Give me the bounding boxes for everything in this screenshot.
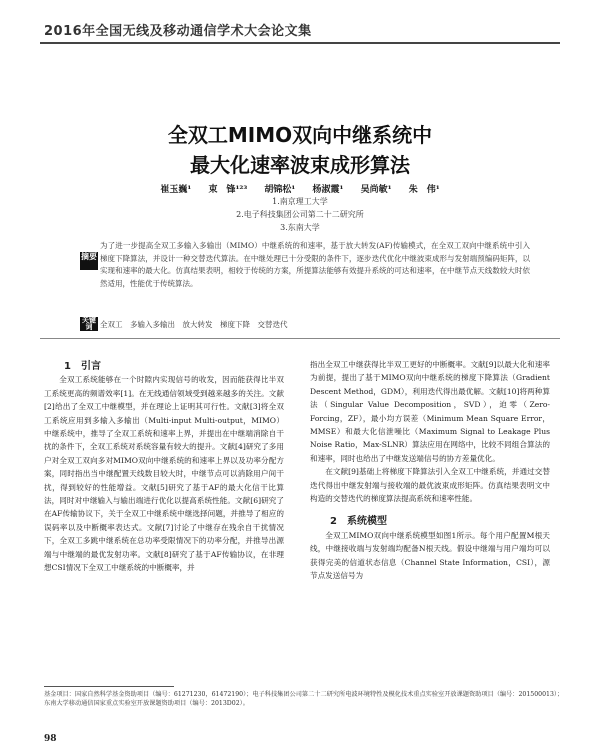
paper-title-line-2: 最大化速率波束成形算法 — [190, 153, 410, 177]
author: 胡锦松¹ — [264, 185, 296, 195]
author: 崔玉巍¹ — [160, 185, 192, 195]
running-head: 2016年全国无线及移动通信学术大会论文集 — [44, 24, 312, 39]
page-number: 98 — [44, 734, 57, 744]
affiliation: 1.南京理工大学 — [272, 197, 328, 206]
section-heading: 1 引言 — [64, 361, 101, 372]
author: 束 锋¹²³ — [208, 185, 248, 195]
author: 杨淑霞¹ — [312, 185, 344, 195]
author: 朱 伟¹ — [408, 185, 440, 195]
right-column — [310, 358, 550, 583]
body-paragraph: 全双工系统能够在一个时隙内实现信号的收发，因而能获得比半双工系统更高的频谱效率[1]。在无线通信领域受到越来越多的关注。文献[2]给出了全双工中继模型，并在理论上证明其可行性。文献[3]将全双工系统应用到多输入多输出（Multi-input Multi-output，MIMO）中继系统中，推导了全双工系统和速率上界，并提出在中继端消除自干扰的条件下，全双工系统对系统容量有较大的提升。文献[4]研究了多用户对全双工双向多对MIMO双向中继系统的和速率上界以及功率分配方案，同时指出当中继配置天线数目较大时，中继节点可以消除用户间干扰，得到较好的性能增益。文献[5]研究了基于AF的最大化信干比算法，同时对中继输入与输出端进行优化以提高系统性能。文献[6]研究了在AF传输协议下，关于全双工中继系统中继选择问题，并推导了相应的误码率以及中断概率表达式。文献[7]讨论了中继存在残余自干扰情况下，全双工多跳中继系统在总功率受限情况下的功率分配，并推导出源端与中继端的最优发射功率。文献[8]研究了基于AF传输协议，在非理想CSI情况下全双工中继系统的中断概率，并 — [44, 375, 284, 573]
body-paragraph: 在文献[9]基础上将梯度下降算法引入全双工中继系统，并通过交替迭代得出中继发射端与接收端的最优波束成形矩阵。仿真结果表明文中构造的交替迭代的梯度算法提高系统和速率性能。 — [310, 467, 550, 504]
left-column — [44, 360, 284, 575]
footnote-rule — [44, 686, 174, 687]
body-paragraph: 全双工MIMO双向中继系统模型如图1所示。每个用户配置M根天线，中继接收端与发射端均配备N根天线。假设中继端与用户端均可以获得完美的信道状态信息（Channel State Information，CSI），源节点发送信号为 — [310, 530, 550, 581]
keywords-text: 全双工 多输入多输出 放大转发 梯度下降 交替迭代 — [100, 320, 288, 329]
body-paragraph: 指出全双工中继获得比半双工更好的中断概率。文献[9]以最大化和速率为前提，提出了基于MIMO双向中继系统的梯度下降算法（Gradient Descent Method，GDM），利用迭代得出最优解。文献[10]将两种算法（Singular Value Decomposition，SVD），迫零（Zero-Forcing，ZF），最小均方误差（Minimum Mean Square Error，MMSE）和最大化信泄噪比（Maximum Signal to Leakage Plus Noise Ratio，Max-SLNR）算法应用在网络中，比较不同组合算法的和速率，同时也给出了中继发送端信号的协方差量优化。 — [310, 360, 550, 463]
affiliation: 2.电子科技集团公司第二十二研究所 — [236, 210, 364, 219]
paper-title-line-1: 全双工MIMO双向中继系统中 — [167, 123, 433, 147]
keywords-tag: 关键词 — [82, 316, 96, 331]
funding-footnote: 基金项目：国家自然科学基金资助项目（编号：61271230，61472190）；电子科技集团公司第二十二研究所电波环境特性及模化技术重点实验室开放课题资助项目（编号：201500013）；东南大学移动通信国家重点实验室开放课题资助项目（编号：2013D02）。 — [44, 691, 564, 707]
abstract-text: 为了进一步提高全双工多输入多输出（MIMO）中继系统的和速率，基于放大转发(AF)传输模式，在全双工双向中继系统中引入梯度下降算法，并设计一种交替迭代算法。在中继处理已十分受限的条件下，逐步迭代优化中继波束成形与发射端预编码矩阵，以实现和速率的最大化。仿真结果表明，相较于传统的方案，所提算法能够有效提升系统的可达和速率，在中继节点天线数较大时依然适用，性能优于传统算法。 — [100, 241, 530, 288]
header-rule — [40, 42, 560, 44]
section-divider — [40, 338, 560, 339]
author-list — [0, 182, 600, 195]
affiliation: 3.东南大学 — [280, 223, 320, 232]
author: 吴尚敏¹ — [360, 185, 392, 195]
section-heading: 2 系统模型 — [330, 516, 387, 528]
abstract-tag: 摘要 — [80, 252, 98, 270]
